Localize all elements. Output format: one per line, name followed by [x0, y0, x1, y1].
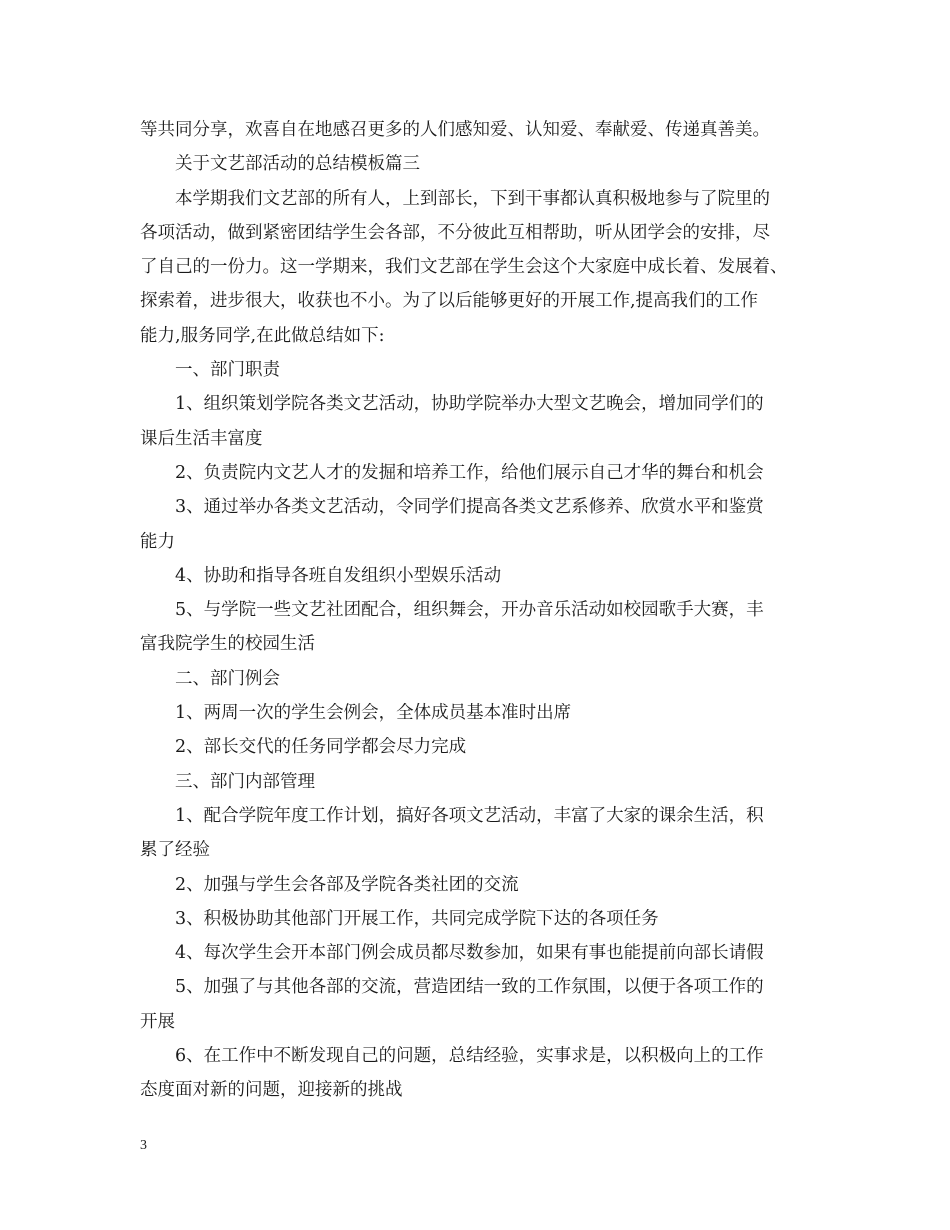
text-line: 三、部门内部管理	[175, 771, 315, 792]
text-line: 关于文艺部活动的总结模板篇三	[175, 154, 420, 175]
text-line: 6、在工作中不断发现自己的问题，总结经验，实事求是，以积极向上的工作	[175, 1046, 764, 1067]
text-line: 能力,服务同学,在此做总结如下:	[140, 325, 385, 346]
text-line: 3、通过举办各类文艺活动，令同学们提高各类文艺系修养、欣赏水平和鉴赏	[175, 497, 764, 518]
text-line: 3、积极协助其他部门开展工作，共同完成学院下达的各项任务	[175, 908, 659, 929]
text-line: 一、部门职责	[175, 360, 280, 381]
document-body	[140, 113, 820, 1108]
text-line: 各项活动，做到紧密团结学生会各部，不分彼此互相帮助，听从团学会的安排，尽	[140, 222, 770, 243]
text-line: 累了经验	[140, 840, 210, 861]
text-line: 4、协助和指导各班自发组织小型娱乐活动	[175, 565, 502, 586]
text-line: 本学期我们文艺部的所有人，上到部长，下到干事都认真积极地参与了院里的	[175, 188, 770, 209]
text-line: 了自己的一份力。这一学期来，我们文艺部在学生会这个大家庭中成长着、发展着、	[140, 257, 788, 278]
text-line: 2、部长交代的任务同学都会尽力完成	[175, 737, 467, 758]
text-line: 课后生活丰富度	[140, 428, 263, 449]
text-line: 1、配合学院年度工作计划，搞好各项文艺活动，丰富了大家的课余生活，积	[175, 805, 764, 826]
text-line: 开展	[140, 1011, 175, 1032]
text-line: 2、负责院内文艺人才的发掘和培养工作，给他们展示自己才华的舞台和机会	[175, 462, 764, 483]
text-line: 态度面对新的问题，迎接新的挑战	[140, 1080, 403, 1101]
text-line: 4、每次学生会开本部门例会成员都尽数参加，如果有事也能提前向部长请假	[175, 943, 764, 964]
text-line: 富我院学生的校园生活	[140, 634, 315, 655]
text-line: 能力	[140, 531, 175, 552]
text-line: 1、组织策划学院各类文艺活动，协助学院举办大型文艺晚会，增加同学们的	[175, 394, 764, 415]
text-line: 5、加强了与其他各部的交流，营造团结一致的工作氛围，以便于各项工作的	[175, 977, 764, 998]
page-number: 3	[140, 1138, 147, 1153]
text-line: 2、加强与学生会各部及学院各类社团的交流	[175, 874, 519, 895]
text-line: 探索着，进步很大，收获也不小。为了以后能够更好的开展工作,提高我们的工作	[140, 291, 759, 312]
text-line: 等共同分享，欢喜自在地感召更多的人们感知爱、认知爱、奉献爱、传递真善美。	[140, 120, 770, 140]
text-line: 二、部门例会	[175, 668, 280, 689]
text-line: 5、与学院一些文艺社团配合，组织舞会，开办音乐活动如校园歌手大赛，丰	[175, 600, 764, 621]
text-line: 1、两周一次的学生会例会，全体成员基本准时出席	[175, 703, 572, 724]
